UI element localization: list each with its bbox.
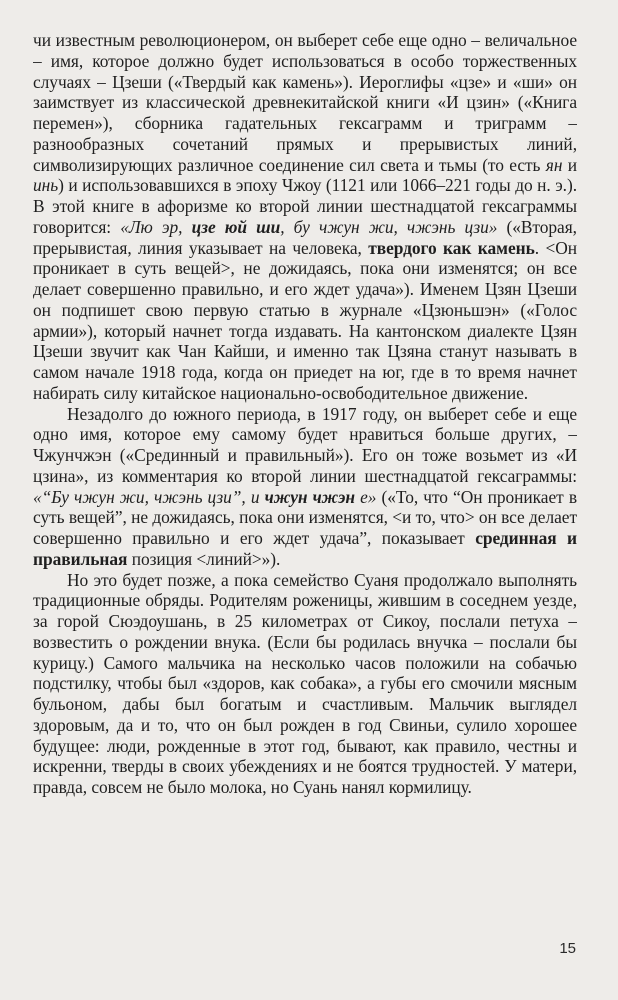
bold-phrase-2: срединная и правильная (33, 528, 577, 569)
bold-phrase-1: твердого как камень (368, 237, 535, 258)
term-yin: инь (33, 175, 59, 196)
paragraph-1-text-3: ) и использовавшихся в эпоху Чжоу (1121 или 1066–221 годы до н. э.). В этой книге в афоризме ко второй линии шестнадцатой гексаграммы говорится: (33, 175, 577, 237)
paragraph-3: Но это будет позже, а пока семейство Суаня продолжало выполнять традиционные обряды. Родителям роженицы, жившим в соседнем уезде, за горой Сюэдоушань, в 25 километрах от Сикоу, послали петуха – возвестить о рождении внука. (Если бы родилась внучка – послали бы курицу.) Самого мальчика на несколько часов положили на собачью подстилку, чтобы был «здоров, как собака», а губы его смочили мясным бульоном, дабы был богатым и счастливым. Мальчик выглядел здоровым, да и то, что он был рожден в год Свиньи, сулило хорошее будущее: люди, рожденные в этот год, бывают, как правило, честны и искренни, тверды в своих убеждениях и не боятся трудностей. У матери, правда, совсем не было молока, но Суань нанял кормилицу. (33, 569, 577, 797)
page-number: 15 (559, 940, 576, 957)
term-yan: ян (545, 154, 563, 175)
book-page (33, 30, 577, 940)
quote-2-part-a: «“Бу чжун жи, чжэнь цзи”, и (33, 486, 265, 507)
paragraph-2-text-1: Незадолго до южного периода, в 1917 году, он выберет себе и еще одно имя, которое ему самому будет нравиться больше других, – Чжунчжэн («Срединный и правильный»). Его он тоже возьмет из «И цзина», из комментария ко второй линии шестнадцатой гексаграммы: (33, 403, 577, 486)
paragraph-1 (33, 30, 577, 404)
paragraph-1-text-4: («Вторая, прерывистая, линия указывает на человека, (33, 216, 577, 258)
paragraph-2 (33, 404, 577, 570)
paragraph-2-text-2: («То, что “Он проникает в суть вещей”, не дожидаясь, пока они изменятся, <и то, что> он все делает совершенно правильно и его ждет удача”, показывает (33, 486, 577, 548)
paragraph-2-text-3: позиция <линий>»). (127, 548, 281, 569)
paragraph-1-text-2: и (562, 154, 577, 175)
paragraph-1-text-1: чи известным революционером, он выберет себе еще одно – величальное – имя, которое должно будет использоваться в особо торжественных случаях – Цзеши («Твердый как камень»). Иероглифы «цзе» и «ши» он заимствует из классической древнекитайской книги «И цзин» («Книга перемен»), сборника гадательных гексаграмм и триграмм – разнообразных сочетаний прямых и прерывистых линий, символизирующих различное соединение сил света и тьмы (то есть (33, 30, 577, 175)
quote-1-part-c: , бу чжун жи, чжэнь цзи» (280, 216, 498, 237)
quote-1-emphasis: цзе юй ши (191, 216, 281, 237)
quote-2-emphasis: чжун чжэн (264, 486, 355, 507)
paragraph-1-text-5: . <Он проникает в суть вещей>, не дожидаясь, пока они изменятся; он все делает совершенно правильно, и его ждет удача»). Именем Цзян Цзеши он подпишет свою первую статью в журнале «Цзюньшэн» («Голос армии»), который начнет тогда издавать. На кантонском диалекте Цзян Цзеши звучит как Чан Кайши, и именно так Цзяна станут называть в самом начале 1918 года, когда он приедет на юг, где в то время начнет набирать силу китайское национально-освободительное движение. (33, 237, 577, 403)
quote-2-part-c: е» (354, 486, 377, 507)
quote-1-part-a: «Лю эр, (120, 216, 192, 237)
